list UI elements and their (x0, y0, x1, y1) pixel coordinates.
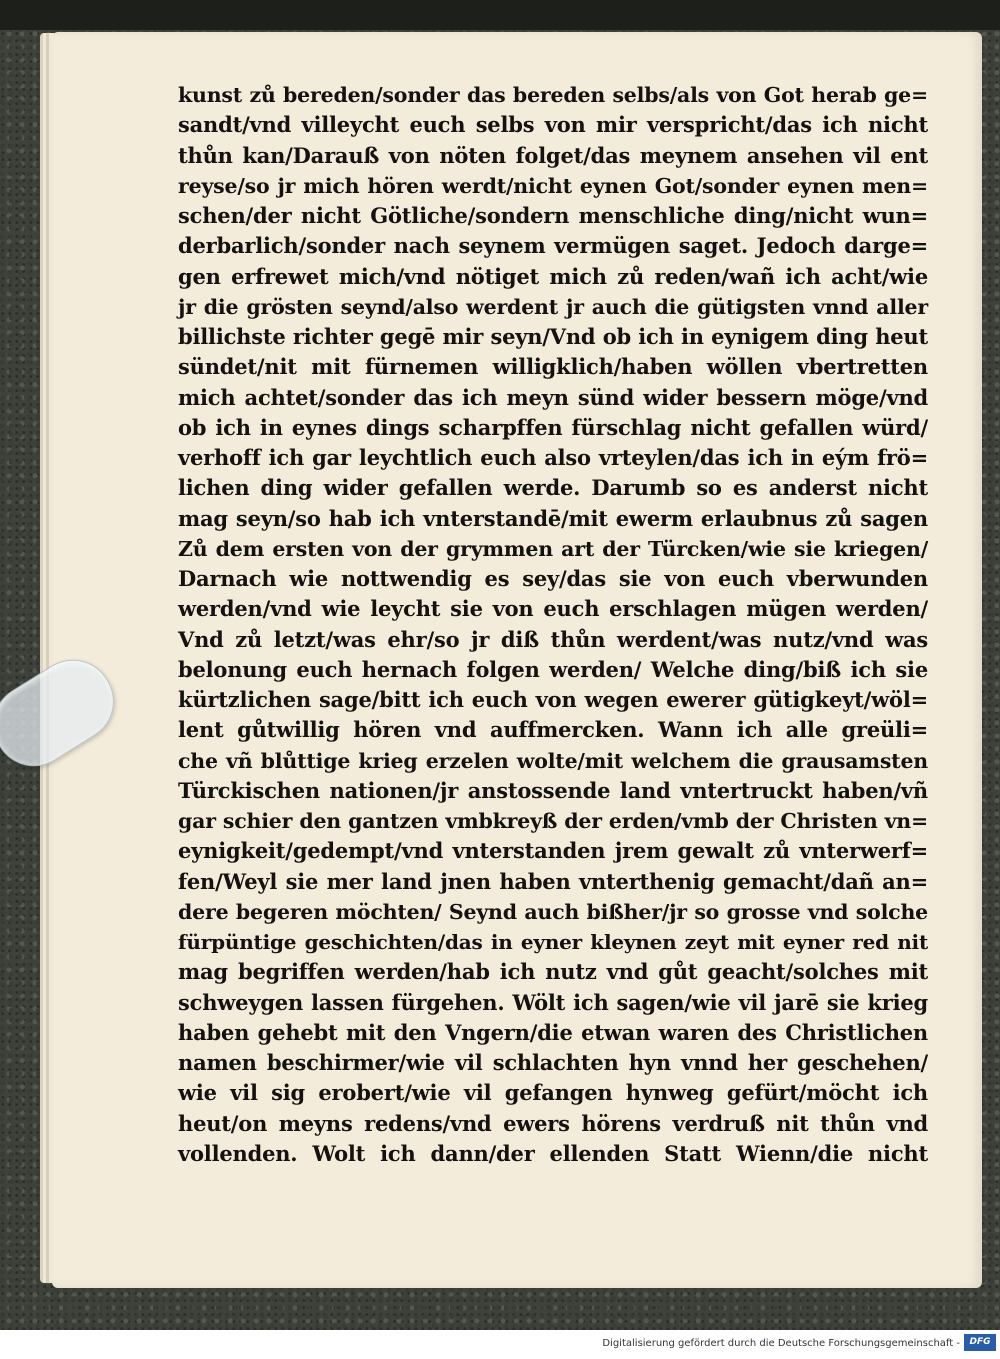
text-line: Vnd zů letzt/was ehr/so jr diß thůn werdent/was nutz/vnd was (178, 626, 928, 652)
text-line: Türckischen nationen/jr anstossende land vntertruckt haben/vñ (178, 777, 928, 803)
text-line: mag begriffen werden/hab ich nutz vnd gůt geacht/solches mit (178, 959, 928, 985)
text-line: che vñ blůttige krieg erzelen wolte/mit welchem die grausamsten (178, 748, 928, 773)
text-line: gen erfrewet mich/vnd nötiget mich zů reden/wañ ich acht/wie (178, 263, 928, 289)
text-line: gar schier den gantzen vmbkreyß der erden/vmb der Christen vn= (178, 809, 928, 833)
text-line: werden/vnd wie leycht sie von euch erschlagen mügen werden/ (178, 596, 928, 622)
text-line: sündet/nit mit fürnemen willigklich/haben wöllen vbertretten (178, 354, 928, 380)
text-line: lichen ding wider gefallen werde. Darumb so es anderst nicht (178, 475, 928, 501)
footer-bar (0, 1330, 1000, 1359)
text-line: fürpüntige geschichten/das in eyner kleynen zeyt mit eyner red nit (178, 930, 928, 954)
text-line: mag seyn/so hab ich vnterstandē/mit ewerm erlaubnus zů sagen (178, 505, 928, 531)
dfg-logo-icon: DFG (964, 1334, 996, 1351)
text-line: wie vil sig erobert/wie vil gefangen hynweg gefürt/möcht ich (178, 1080, 928, 1106)
text-line: Zů dem ersten von der grymmen art der Türcken/wie sie kriegen/ (178, 536, 928, 561)
text-line: namen beschirmer/wie vil schlachten hyn vnnd her geschehen/ (178, 1050, 928, 1075)
text-line: eynigkeit/gedempt/vnd vnterstanden jrem gewalt zů vnterwerf= (178, 838, 928, 864)
text-line: kürtzlichen sage/bitt ich euch von wegen ewerer gütigkeyt/wöl= (178, 687, 928, 712)
text-line: dere begeren möchten/ Seynd auch bißher/jr so grosse vnd solche (178, 899, 928, 924)
text-line: billichste richter gegē mir seyn/Vnd ob ich in eynigem ding heut (178, 324, 928, 349)
text-line: mich achtet/sonder das ich meyn sünd wider bessern möge/vnd (178, 384, 928, 410)
text-line: lent gůtwillig hören vnd auffmercken. Wann ich alle greüli= (178, 717, 928, 743)
text-line: haben gehebt mit den Vngern/die etwan waren des Christlichen (178, 1019, 928, 1045)
text-line: fen/Weyl sie mer land jnen haben vnterthenig gemacht/dañ an= (178, 868, 928, 894)
text-line: Darnach wie nottwendig es sey/das sie von euch vberwunden (178, 566, 928, 591)
text-line: vollenden. Wolt ich dann/der ellenden Statt Wienn/die nicht (178, 1140, 928, 1166)
text-line: reyse/so jr mich hören werdt/nicht eynen Got/sonder eynen men= (178, 173, 928, 198)
text-line: schweygen lassen fürgehen. Wölt ich sagen/wie vil jarē sie krieg (178, 989, 928, 1015)
text-line: jr die grösten seynd/also werdent jr auch die gütigsten vnnd aller (178, 294, 928, 319)
text-line: belonung euch hernach folgen werden/ Welche ding/biß ich sie (178, 656, 928, 682)
text-line: sandt/vnd villeycht euch selbs von mir verspricht/das ich nicht (178, 112, 928, 138)
text-line: thůn kan/Darauß von nöten folget/das meynem ansehen vil ent (178, 142, 928, 168)
text-line: kunst zů bereden/sonder das bereden selbs/als von Got herab ge= (178, 83, 928, 107)
page-text-block (178, 80, 928, 1169)
funding-credit: Digitalisierung gefördert durch die Deutsche Forschungsgemeinschaft - (602, 1338, 960, 1349)
text-line: schen/der nicht Götliche/sondern menschliche ding/nicht wun= (178, 203, 928, 228)
book-cover-edge (0, 0, 1000, 30)
text-line: ob ich in eynes dings scharpffen fürschlag nicht gefallen würd/ (178, 414, 928, 440)
text-line: verhoff ich gar leychtlich euch also vrteylen/das ich in eým frö= (178, 445, 928, 470)
text-line: derbarlich/sonder nach seynem vermügen saget. Jedoch darge= (178, 233, 928, 259)
text-line: heut/on meyns redens/vnd ewers hörens verdruß nit thůn vnd (178, 1110, 928, 1136)
